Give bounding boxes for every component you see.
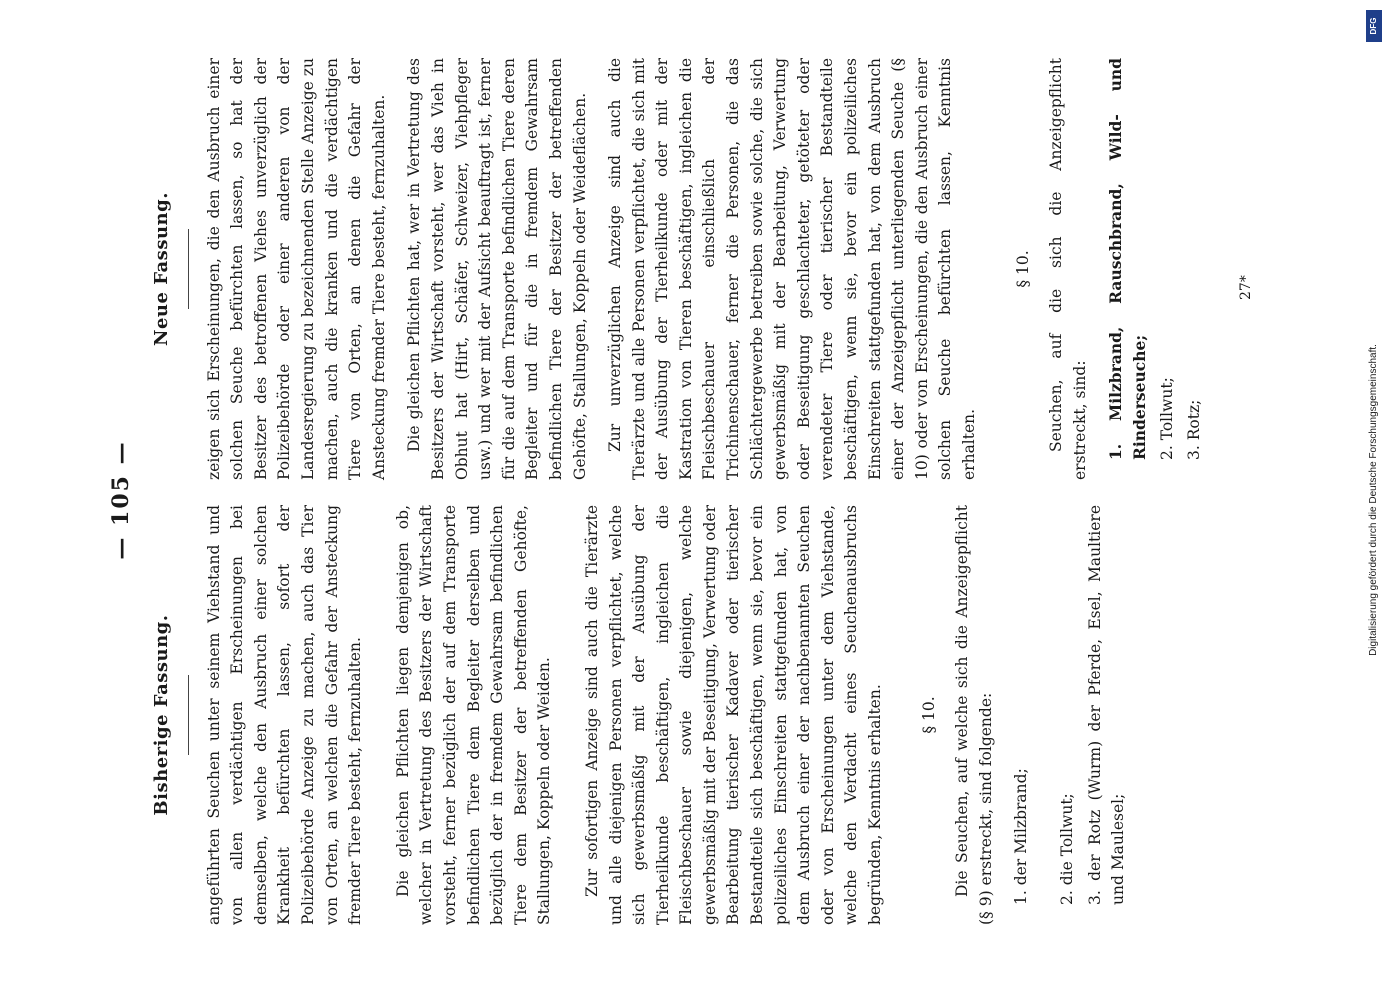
right-column-heading: Neue Fassung. bbox=[151, 192, 172, 346]
left-section-mark: § 10. bbox=[919, 696, 938, 734]
right-paragraph-3: Zur unverzüglichen Anzeige sind auch die Tierärzte und alle Personen verpflichtet, die sich mit der Ausübung der Tierheilkunde oder mit der Kastration von Tieren beschäftigen, ingleichen die Fleischbeschauer einschließlich der Trichinenschauer, ferner die Personen, die das Schlächtergewerbe betreiben sowie solche, die sich gewerbsmäßig mit der Bearbeitung, Verwertung oder Beseitigung geschlachteter, getöteter oder verendeter Tiere oder tierischer Bestandteile beschäftigen, wenn sie, bevor ein polizeiliches Einschreiten stattgefunden hat, von dem Ausbruch einer der Anzeigepflicht unterliegenden Seuche (§ 10) oder von Erscheinungen, die den Ausbruch einer solchen Seuche befürchten lassen, Kenntnis erhalten. bbox=[606, 58, 978, 480]
spacer bbox=[569, 505, 581, 925]
left-paragraph-1: angeführten Seuchen unter seinem Viehstand und von allen verdächtigen Erscheinungen bei demselben, welche den Ausbruch einer solchen Krankheit befürchten lassen, sofort der Polizeibehörde Anzeige zu machen, auch das Tier von Orten, an welchen die Gefahr der Ansteckung fremder Tiere besteht, fernzuhalten. bbox=[204, 505, 365, 925]
right-disease-list bbox=[1104, 58, 1206, 480]
left-section-intro: Die Seuchen, auf welche sich die Anzeigepflicht (§ 9) erstreckt, sind folgende: bbox=[953, 505, 995, 925]
signature-mark: 27* bbox=[1238, 275, 1254, 300]
left-column bbox=[150, 505, 1135, 925]
heading-rule bbox=[188, 229, 189, 309]
heading-rule bbox=[188, 675, 189, 755]
list-item: 1. der Milzbrand; bbox=[1012, 768, 1031, 905]
left-column-heading: Bisherige Fassung. bbox=[151, 614, 172, 816]
page-number: — 105 — bbox=[108, 440, 134, 560]
right-column bbox=[150, 58, 1211, 480]
list-item: 1. Milzbrand, Rauschbrand, Wild- und Rinderseuche; bbox=[1106, 58, 1149, 460]
list-item: 3. Rotz; bbox=[1185, 399, 1204, 460]
list-item: 2. die Tollwut; bbox=[1058, 793, 1076, 905]
digitization-note-text: Digitalisierung gefördert durch die Deutsche Forschungsgemeinschaft. bbox=[1368, 344, 1379, 656]
dfg-logo-text: DFG bbox=[1369, 17, 1378, 35]
digitization-note bbox=[1368, 20, 1379, 980]
left-paragraph-2: Die gleichen Pflichten liegen demjenigen ob, welcher in Vertretung des Besitzers der Wirtschaft vorsteht, ferner bezüglich der auf dem Transporte befindlichen Tiere dem Begleiter derselben und bezüglich der in fremdem Gewahrsam befindlichen Tiere dem Besitzer der betreffenden Gehöfte, Stallungen, Koppeln oder Weiden. bbox=[393, 505, 554, 925]
left-paragraph-3: Zur sofortigen Anzeige sind auch die Tierärzte und alle diejenigen Personen verpflichtet, welche sich gewerbsmäßig mit der Ausübung der Tierheilkunde beschäftigen, ingleichen die Fleischbeschauer sowie diejenigen, welche gewerbsmäßig mit der Beseitigung, Verwertung oder Bearbeitung tierischer Kadaver oder tierischer Bestandteile sich beschäftigen, wenn sie, bevor ein polizeiliches Einschreiten stattgefunden hat, von dem Ausbruch einer der nachbenannten Seuchen oder von Erscheinungen unter dem Viehstande, welche den Verdacht eines Seuchenausbruchs begründen, Kenntnis erhalten. bbox=[582, 505, 885, 925]
right-section-intro: Seuchen, auf die sich die Anzeigepflicht erstreckt, sind: bbox=[1047, 58, 1089, 480]
right-paragraph-2: Die gleichen Pflichten hat, wer in Vertretung des Besitzers der Wirtschaft vorsteht, wer das Vieh in Obhut hat (Hirt, Schäfer, Schweizer, Viehpfleger usw.) und wer mit der Aufsicht beauftragt ist, ferner für die auf dem Transporte befindlichen Tiere deren Begleiter und für die in fremdem Gewahrsam befindlichen Tiere der Besitzer der betreffenden Gehöfte, Stallungen, Koppeln oder Weideflächen. bbox=[405, 58, 589, 480]
list-item: 2. Tollwut; bbox=[1157, 377, 1176, 460]
spacer bbox=[380, 505, 392, 925]
right-paragraph-1: zeigen sich Erscheinungen, die den Ausbruch einer solchen Seuche befürchten lassen, so hat der Besitzer des betroffenen Viehes unverzüglich der Polizeibehörde oder einer anderen von der Landesregierung zu bezeichnenden Stelle Anzeige zu machen, auch die kranken und die verdächtigen Tiere von Orten, an denen die Gefahr der Ansteckung fremder Tiere besteht, fernzuhalten. bbox=[204, 58, 388, 480]
right-section-mark: § 10. bbox=[1013, 250, 1032, 288]
list-item: 3. der Rotz (Wurm) der Pferde, Esel, Maultiere und Maulesel; bbox=[1085, 505, 1128, 905]
left-disease-list bbox=[1010, 505, 1130, 925]
